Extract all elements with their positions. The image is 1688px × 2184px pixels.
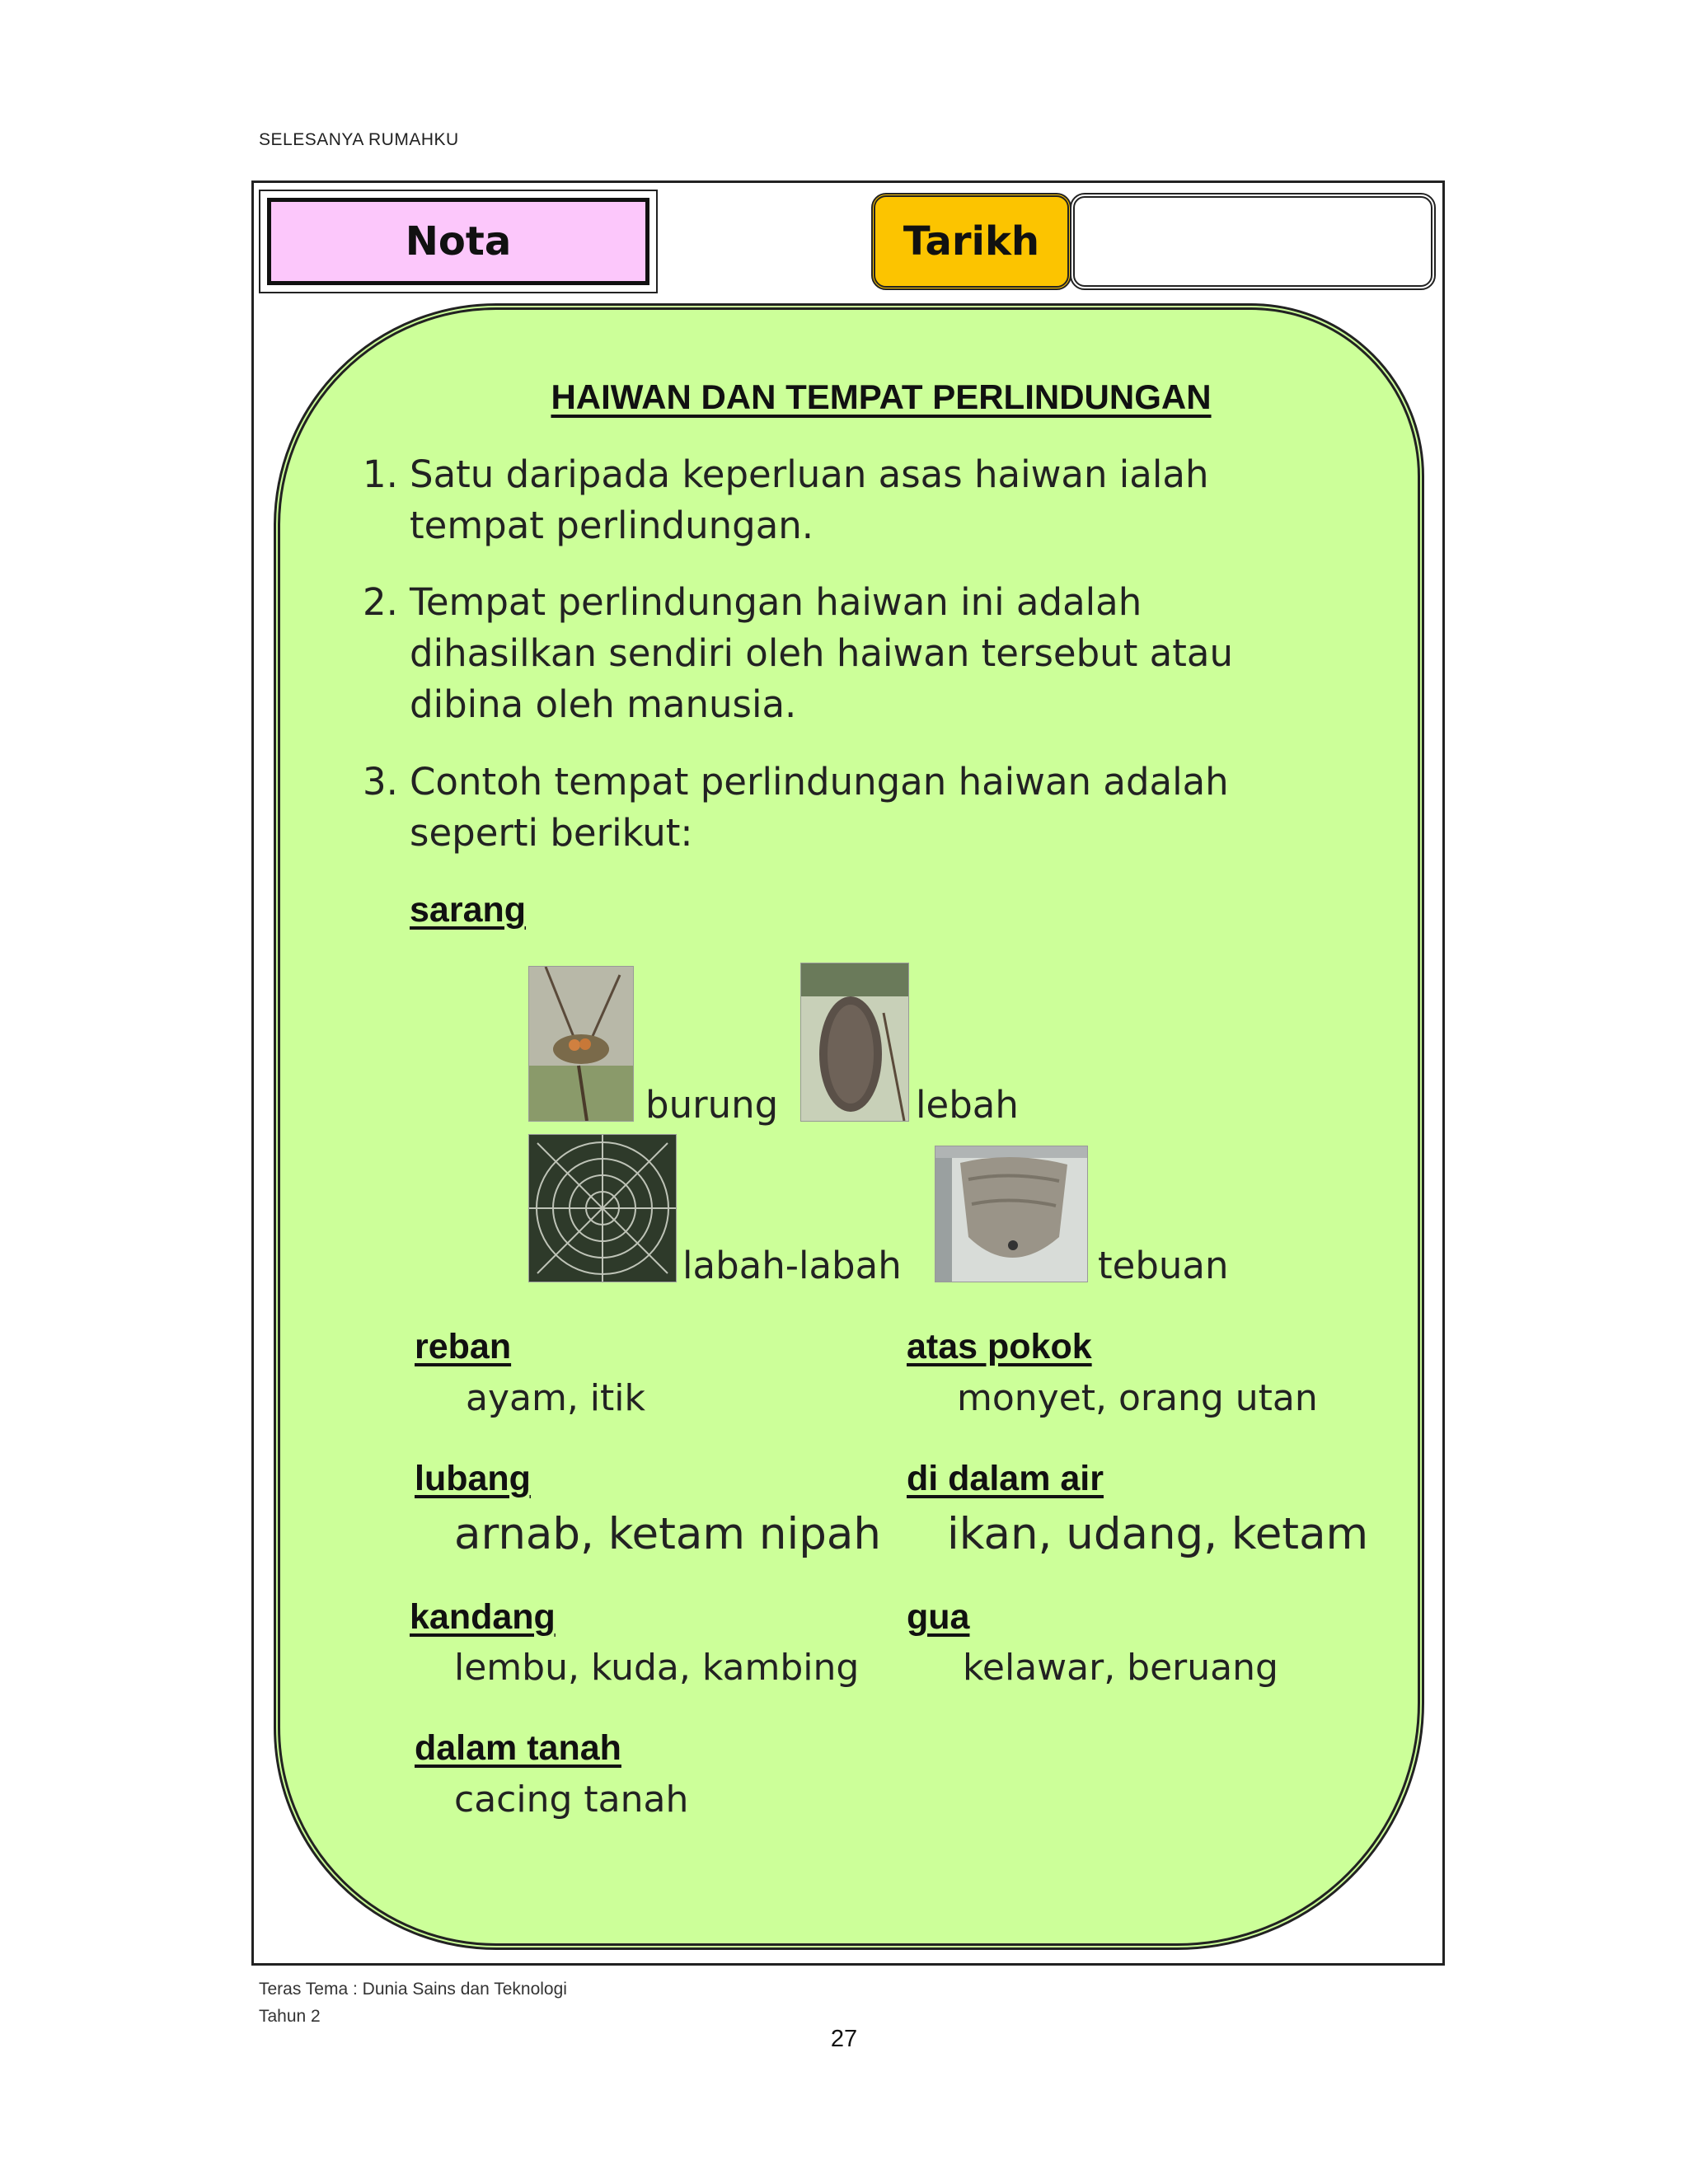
caption-burung: burung: [645, 1083, 779, 1127]
caption-tebuan: tebuan: [1098, 1244, 1229, 1287]
nota-label-box: [259, 190, 658, 293]
point-text: Satu daripada keperluan asas haiwan ialah tempat perlindungan.: [410, 452, 1209, 547]
beehive-image: [800, 963, 909, 1122]
tarikh-label: Tarikh: [871, 193, 1071, 290]
date-field[interactable]: [1070, 193, 1436, 290]
page-number: 27: [830, 2026, 858, 2052]
caption-lebah: lebah: [916, 1083, 1019, 1127]
heading-reban: reban: [415, 1327, 512, 1366]
heading-gua: gua: [907, 1597, 970, 1637]
examples-di-dalam-air: ikan, udang, ketam: [947, 1509, 1369, 1559]
point-number: 3.: [363, 760, 398, 804]
point-number: 2.: [363, 580, 398, 624]
caption-labah-labah: labah-labah: [682, 1244, 902, 1287]
wasp-nest-image: [935, 1146, 1088, 1282]
footer-theme: Teras Tema : Dunia Sains dan Teknologi: [259, 1980, 567, 1999]
examples-gua: kelawar, beruang: [963, 1647, 1278, 1689]
spider-web-image: [528, 1134, 677, 1282]
footer-year: Tahun 2: [259, 2007, 321, 2026]
nota-label: Nota: [267, 198, 649, 285]
heading-kandang: kandang: [410, 1597, 556, 1637]
heading-lubang: lubang: [415, 1459, 531, 1498]
point-number: 1.: [363, 452, 398, 496]
examples-kandang: lembu, kuda, kambing: [454, 1647, 860, 1689]
heading-dalam-tanah: dalam tanah: [415, 1728, 621, 1768]
sarang-heading: sarang: [410, 890, 527, 930]
examples-atas-pokok: monyet, orang utan: [957, 1377, 1318, 1419]
header-title: SELESANYA RUMAHKU: [259, 130, 459, 149]
examples-lubang: arnab, ketam nipah: [454, 1509, 881, 1559]
point-text: Contoh tempat perlindungan haiwan adalah seperti berikut:: [410, 760, 1229, 855]
heading-atas-pokok: atas pokok: [907, 1327, 1092, 1366]
note-title: HAIWAN DAN TEMPAT PERLINDUNGAN: [551, 377, 1212, 416]
examples-dalam-tanah: cacing tanah: [454, 1779, 689, 1821]
heading-di-dalam-air: di dalam air: [907, 1459, 1104, 1498]
examples-reban: ayam, itik: [466, 1377, 645, 1419]
point-text: Tempat perlindungan haiwan ini adalah dihasilkan sendiri oleh haiwan tersebut atau dibina oleh manusia.: [410, 580, 1233, 726]
bird-nest-image: [528, 966, 634, 1122]
